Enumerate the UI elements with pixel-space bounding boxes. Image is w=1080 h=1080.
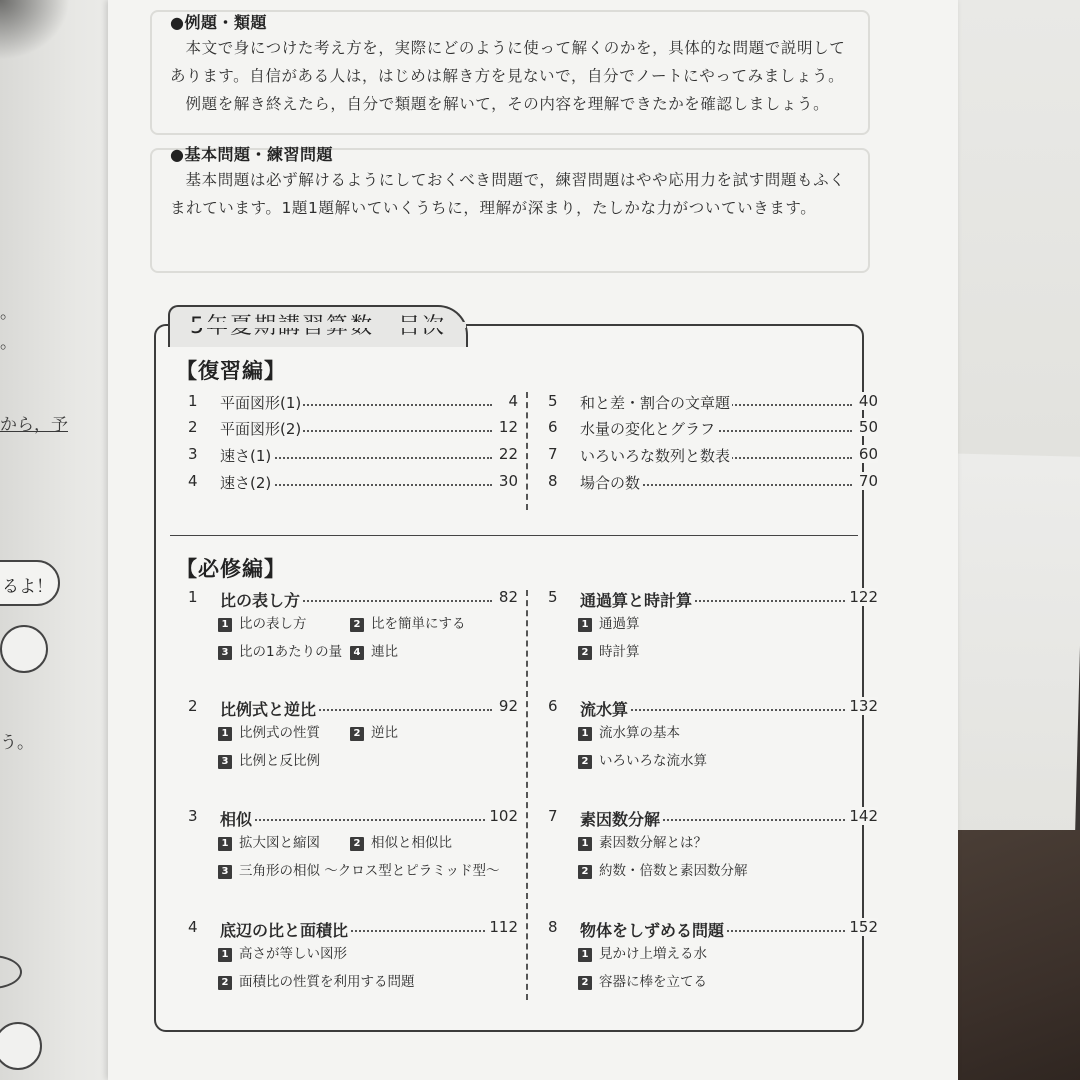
left-page-fragment: から，予 (0, 415, 68, 435)
toc-entry-page: 92 (498, 697, 518, 715)
subtopic-number-badge: 3 (218, 865, 232, 879)
toc-entry-number: 5 (548, 392, 558, 410)
subtopic-label: 相似と相似比 (371, 835, 452, 851)
subtopic-number-badge: 3 (218, 646, 232, 660)
subtopic-number-badge: 1 (218, 837, 232, 851)
toc-entry-title: いろいろな数列と数表 (580, 447, 731, 465)
toc-entry-number: 1 (188, 588, 198, 606)
toc-subtopic (218, 723, 320, 743)
toc-entry (548, 918, 878, 942)
toc-entry-page: 22 (498, 445, 518, 463)
subtopic-label: 素因数分解とは？ (599, 835, 707, 851)
toc-subtopic (578, 723, 680, 743)
toc-entry (548, 588, 878, 612)
toc-subtopic (218, 614, 307, 634)
subtopic-label: 面積比の性質を利用する問題 (239, 974, 415, 990)
toc-subtopic (350, 833, 452, 853)
toc-subtopic (350, 723, 398, 743)
toc-entry-page: 70 (858, 472, 878, 490)
toc-entry-number: 4 (188, 472, 198, 490)
toc-entry-title: 素因数分解 (580, 807, 662, 830)
toc-entry (548, 445, 878, 469)
toc-entry (548, 472, 878, 496)
paragraph-line: まれています。1題1題解いていくうちに，理解が深まり，たしかな力がついていきます。 (170, 199, 817, 217)
subtopic-number-badge: 2 (578, 976, 592, 990)
section-heading-examples: ●例題・類題 (170, 13, 267, 32)
toc-entry-page: 40 (858, 392, 878, 410)
toc-entry (548, 807, 878, 831)
subtopic-number-badge: 2 (578, 755, 592, 769)
toc-entry (548, 697, 878, 721)
subtopic-number-badge: 2 (218, 976, 232, 990)
toc-entry-number: 1 (188, 392, 198, 410)
toc-subtopic (218, 972, 415, 992)
toc-entry-number: 2 (188, 697, 198, 715)
toc-entry-title: 底辺の比と面積比 (220, 918, 350, 941)
required-part-heading: 【必修編】 (176, 557, 286, 581)
subtopic-label: 連比 (371, 644, 398, 660)
subtopic-number-badge: 2 (350, 837, 364, 851)
toc-entry-page: 60 (858, 445, 878, 463)
toc-entry-title: 水量の変化とグラフ (580, 420, 716, 438)
subtopic-label: いろいろな流水算 (599, 753, 707, 769)
toc-subtopic (218, 751, 320, 771)
toc-entry-number: 5 (548, 588, 558, 606)
left-page-shadow (0, 0, 70, 60)
column-divider (526, 590, 528, 1000)
toc-entry (188, 918, 518, 942)
toc-entry-number: 2 (188, 418, 198, 436)
toc-subtopic (350, 642, 398, 662)
paragraph-line: 基本問題は必ず解けるようにしておくべき問題で，練習問題はやや応用力を試す問題もふく (185, 171, 846, 189)
toc-entry-number: 7 (548, 807, 558, 825)
toc-entry-title: 平面図形(1) (220, 394, 302, 412)
toc-subtopic (578, 751, 707, 771)
toc-subtopic (218, 833, 320, 853)
toc-entry-title: 比の表し方 (220, 588, 302, 611)
toc-entry-page: 142 (849, 807, 878, 825)
subtopic-label: 時計算 (599, 644, 640, 660)
cartoon-character-illustration (0, 625, 48, 673)
toc-entry-number: 3 (188, 445, 198, 463)
dot-leader (220, 819, 492, 821)
subtopic-label: 比の表し方 (239, 616, 307, 632)
toc-title-tab (170, 322, 466, 328)
toc-subtopic (578, 861, 748, 881)
subtopic-number-badge: 2 (350, 618, 364, 632)
subtopic-label: 見かけ上増える水 (599, 946, 707, 962)
subtopic-number-badge: 1 (218, 948, 232, 962)
toc-entry-number: 7 (548, 445, 558, 463)
left-page-fragment: う。 (0, 733, 34, 753)
toc-subtopic (218, 861, 500, 881)
subtopic-label: 約数・倍数と素因数分解 (599, 863, 748, 879)
toc-entry-page: 132 (849, 697, 878, 715)
subtopic-label: 容器に棒を立てる (599, 974, 707, 990)
toc-entry-page: 50 (858, 418, 878, 436)
toc-subtopic (218, 642, 342, 662)
paragraph-line: 本文で身につけた考え方を，実際にどのように使って解くのかを，具体的な問題で説明して (185, 39, 846, 57)
toc-entry (188, 588, 518, 612)
section-heading-problems: ●基本問題・練習問題 (170, 145, 333, 164)
toc-subtopic (578, 944, 707, 964)
toc-entry (188, 807, 518, 831)
toc-entry-title: 場合の数 (580, 474, 641, 492)
subtopic-number-badge: 2 (350, 727, 364, 741)
toc-entry (188, 418, 518, 442)
subtopic-number-badge: 1 (578, 618, 592, 632)
left-page-fragment: 。 (0, 303, 17, 323)
toc-entry-title: 速さ(2) (220, 474, 272, 492)
review-part-heading: 【復習編】 (176, 359, 286, 383)
subtopic-label: 比例式の性質 (239, 725, 320, 741)
subtopic-number-badge: 1 (578, 727, 592, 741)
toc-entry-number: 3 (188, 807, 198, 825)
toc-entry (188, 445, 518, 469)
toc-entry-page: 102 (489, 807, 518, 825)
paragraph-line: 例題を解き終えたら，自分で類題を解いて，その内容を理解できたかを確認しましょう。 (185, 95, 830, 113)
speech-bubble-text: るよ！ (2, 577, 53, 597)
toc-entry-page: 122 (849, 588, 878, 606)
toc-entry-number: 8 (548, 918, 558, 936)
column-divider (526, 392, 528, 510)
subtopic-number-badge: 1 (578, 948, 592, 962)
toc-entry-title: 比例式と逆比 (220, 697, 318, 720)
toc-subtopic (578, 642, 640, 662)
toc-entry (188, 392, 518, 416)
section-paragraph-examples (170, 34, 882, 118)
toc-entry-title: 速さ(1) (220, 447, 272, 465)
toc-entry (548, 392, 878, 416)
toc-entry-title: 相似 (220, 807, 254, 830)
toc-entry-page: 152 (849, 918, 878, 936)
toc-entry-number: 6 (548, 697, 558, 715)
toc-entry-page: 30 (498, 472, 518, 490)
left-page-fragment: 。 (0, 333, 17, 353)
subtopic-label: 三角形の相似 〜クロス型とピラミッド型〜 (239, 863, 500, 879)
subtopic-label: 比を簡単にする (371, 616, 466, 632)
toc-subtopic (578, 833, 707, 853)
section-paragraph-problems (170, 166, 882, 222)
toc-entry-title: 和と差・割合の文章題 (580, 394, 731, 412)
toc-entry-number: 6 (548, 418, 558, 436)
toc-subtopic (578, 614, 640, 634)
toc-subtopic (578, 972, 707, 992)
subtopic-label: 通過算 (599, 616, 640, 632)
toc-entry-page: 4 (508, 392, 518, 410)
subtopic-number-badge: 1 (218, 727, 232, 741)
part-divider (170, 535, 858, 536)
toc-entry-page: 12 (498, 418, 518, 436)
subtopic-number-badge: 4 (350, 646, 364, 660)
subtopic-number-badge: 1 (218, 618, 232, 632)
toc-entry-number: 4 (188, 918, 198, 936)
subtopic-label: 拡大図と縮図 (239, 835, 320, 851)
subtopic-number-badge: 1 (578, 837, 592, 851)
toc-entry (188, 472, 518, 496)
toc-subtopic (350, 614, 466, 634)
subtopic-label: 流水算の基本 (599, 725, 680, 741)
subtopic-label: 逆比 (371, 725, 398, 741)
toc-subtopic (218, 944, 347, 964)
toc-entry (548, 418, 878, 442)
toc-entry-number: 8 (548, 472, 558, 490)
toc-entry-page: 82 (498, 588, 518, 606)
toc-entry-title: 物体をしずめる問題 (580, 918, 726, 941)
toc-entry-title: 通過算と時計算 (580, 588, 694, 611)
subtopic-number-badge: 3 (218, 755, 232, 769)
subtopic-label: 比例と反比例 (239, 753, 320, 769)
subtopic-number-badge: 2 (578, 865, 592, 879)
toc-entry-title: 流水算 (580, 697, 630, 720)
toc-entry-title: 平面図形(2) (220, 420, 302, 438)
toc-entry (188, 697, 518, 721)
toc-entry-page: 112 (489, 918, 518, 936)
subtopic-number-badge: 2 (578, 646, 592, 660)
subtopic-label: 比の1あたりの量 (239, 644, 343, 660)
textbook-page (108, 0, 958, 1080)
subtopic-label: 高さが等しい図形 (239, 946, 347, 962)
paragraph-line: あります。自信がある人は，はじめは解き方を見ないで，自分でノートにやってみましょう。 (170, 67, 845, 85)
desk-surface (950, 830, 1080, 1080)
